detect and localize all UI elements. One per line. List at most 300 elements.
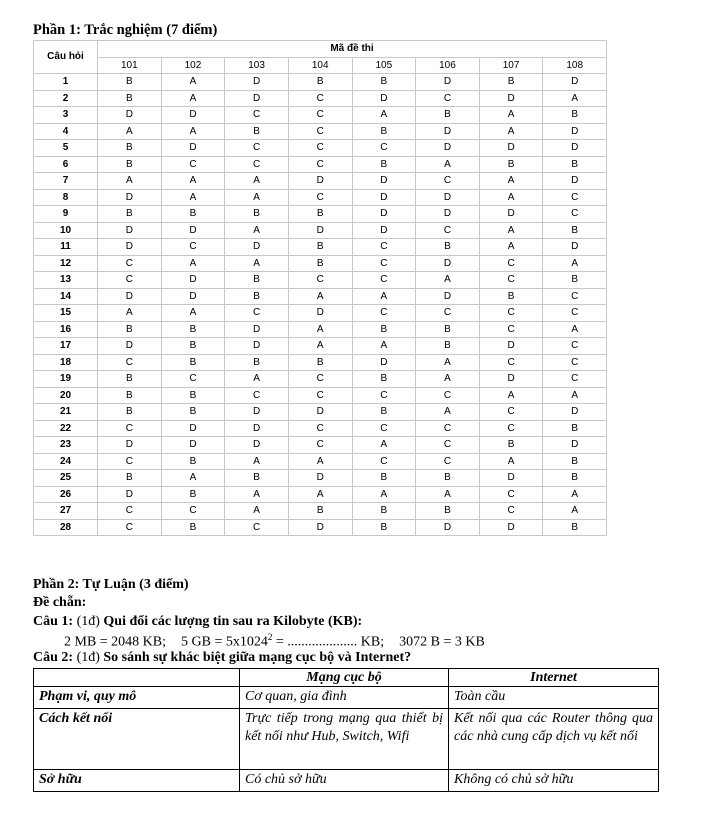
- answer-cell: C: [161, 156, 225, 173]
- answer-row: [34, 206, 607, 223]
- answer-cell: A: [352, 338, 416, 355]
- answer-cell: A: [225, 222, 289, 239]
- answer-cell: D: [98, 189, 162, 206]
- answer-cell: D: [98, 107, 162, 124]
- answer-cell: B: [479, 74, 543, 91]
- answer-cell: C: [416, 305, 480, 322]
- answer-cell: A: [352, 486, 416, 503]
- answer-row: [34, 288, 607, 305]
- answer-cell: C: [352, 305, 416, 322]
- answer-cell: B: [416, 470, 480, 487]
- answer-row: [34, 173, 607, 190]
- answer-cell: C: [161, 503, 225, 520]
- answer-row: [34, 453, 607, 470]
- answer-cell: A: [161, 470, 225, 487]
- answer-cell: C: [352, 387, 416, 404]
- answer-cell: D: [288, 519, 352, 536]
- answer-cell: D: [352, 354, 416, 371]
- answer-cell: D: [98, 239, 162, 256]
- answer-row: [34, 437, 607, 454]
- answer-cell: D: [479, 206, 543, 223]
- answer-cell: A: [479, 239, 543, 256]
- answer-cell: B: [352, 519, 416, 536]
- answer-cell: D: [416, 206, 480, 223]
- answer-cell: D: [416, 74, 480, 91]
- answer-cell: C: [352, 255, 416, 272]
- answer-cell: C: [416, 90, 480, 107]
- answer-cell: D: [543, 239, 607, 256]
- answer-cell: C: [479, 305, 543, 322]
- answer-cell: B: [543, 156, 607, 173]
- answer-cell: C: [288, 107, 352, 124]
- answer-cell: D: [225, 338, 289, 355]
- comparison-lan-cell: Cơ quan, gia đình: [240, 687, 449, 709]
- answer-cell: D: [479, 90, 543, 107]
- question-number: 3: [34, 107, 98, 124]
- question-number: 8: [34, 189, 98, 206]
- answer-cell: B: [161, 519, 225, 536]
- answer-key-body: [34, 74, 607, 536]
- answer-cell: D: [479, 140, 543, 157]
- answer-cell: C: [225, 387, 289, 404]
- answer-cell: B: [543, 470, 607, 487]
- answer-cell: C: [543, 288, 607, 305]
- answer-cell: A: [225, 503, 289, 520]
- answer-cell: D: [543, 437, 607, 454]
- question-2: [33, 650, 411, 666]
- answer-cell: A: [479, 222, 543, 239]
- answer-cell: A: [225, 173, 289, 190]
- answer-cell: D: [161, 272, 225, 289]
- answer-cell: C: [225, 156, 289, 173]
- exam-code-header: 105: [352, 57, 416, 74]
- exam-code-row: [34, 57, 607, 74]
- part1-title: Phần 1: Trắc nghiệm (7 điểm): [33, 22, 218, 38]
- answer-cell: D: [161, 140, 225, 157]
- comparison-internet-cell: Kết nối qua các Router thông qua các nhà cung cấp dịch vụ kết nối: [449, 709, 659, 770]
- answer-cell: D: [543, 173, 607, 190]
- answer-cell: B: [352, 321, 416, 338]
- answer-cell: A: [416, 272, 480, 289]
- question-number: 5: [34, 140, 98, 157]
- answer-cell: C: [479, 321, 543, 338]
- conversion-b-exponent: 2: [267, 632, 273, 642]
- answer-row: [34, 321, 607, 338]
- question-number: 16: [34, 321, 98, 338]
- answer-cell: D: [161, 222, 225, 239]
- comparison-row-label: Phạm vi, quy mô: [34, 687, 240, 709]
- answer-row: [34, 123, 607, 140]
- answer-cell: C: [98, 519, 162, 536]
- answer-cell: A: [416, 354, 480, 371]
- question-number: 15: [34, 305, 98, 322]
- answer-row: [34, 519, 607, 536]
- answer-cell: C: [416, 453, 480, 470]
- answer-cell: C: [225, 107, 289, 124]
- answer-cell: D: [98, 338, 162, 355]
- answer-cell: D: [225, 321, 289, 338]
- answer-cell: C: [352, 239, 416, 256]
- answer-cell: B: [352, 404, 416, 421]
- answer-cell: A: [543, 486, 607, 503]
- answer-row: [34, 305, 607, 322]
- answer-cell: D: [288, 173, 352, 190]
- answer-cell: D: [98, 486, 162, 503]
- question-2-points: (1đ): [73, 650, 104, 665]
- answer-row: [34, 222, 607, 239]
- answer-cell: C: [98, 272, 162, 289]
- answer-cell: B: [416, 321, 480, 338]
- answer-cell: C: [98, 420, 162, 437]
- answer-cell: D: [416, 519, 480, 536]
- answer-cell: B: [543, 222, 607, 239]
- answer-cell: D: [479, 338, 543, 355]
- comparison-row-label: Sở hữu: [34, 770, 240, 792]
- answer-cell: A: [479, 123, 543, 140]
- answer-cell: A: [98, 305, 162, 322]
- answer-cell: C: [479, 404, 543, 421]
- answer-cell: C: [416, 222, 480, 239]
- exam-code-header: 107: [479, 57, 543, 74]
- question-number: 20: [34, 387, 98, 404]
- conversion-c: 3072 B = 3 KB: [399, 634, 485, 650]
- answer-cell: C: [352, 453, 416, 470]
- answer-cell: D: [352, 222, 416, 239]
- answer-cell: D: [225, 239, 289, 256]
- answer-cell: A: [416, 486, 480, 503]
- answer-cell: C: [416, 437, 480, 454]
- answer-cell: B: [416, 338, 480, 355]
- answer-cell: B: [161, 354, 225, 371]
- question-number: 2: [34, 90, 98, 107]
- answer-cell: C: [479, 272, 543, 289]
- answer-cell: C: [416, 420, 480, 437]
- answer-cell: B: [479, 156, 543, 173]
- answer-cell: D: [479, 470, 543, 487]
- answer-cell: A: [288, 321, 352, 338]
- answer-cell: B: [161, 486, 225, 503]
- answer-cell: C: [543, 354, 607, 371]
- answer-cell: A: [416, 156, 480, 173]
- answer-cell: C: [352, 140, 416, 157]
- answer-cell: C: [543, 371, 607, 388]
- answer-row: [34, 470, 607, 487]
- question-number: 18: [34, 354, 98, 371]
- answer-cell: A: [161, 123, 225, 140]
- answer-cell: B: [161, 453, 225, 470]
- answer-row: [34, 272, 607, 289]
- answer-cell: C: [98, 255, 162, 272]
- question-number: 11: [34, 239, 98, 256]
- answer-cell: B: [288, 239, 352, 256]
- answer-cell: A: [543, 503, 607, 520]
- question-1-points: (1đ): [73, 614, 104, 629]
- answer-row: [34, 503, 607, 520]
- answer-cell: B: [225, 354, 289, 371]
- question-1-conversions: [64, 632, 485, 651]
- answer-cell: B: [225, 272, 289, 289]
- answer-cell: C: [288, 140, 352, 157]
- answer-cell: B: [98, 321, 162, 338]
- exam-code-header: 106: [416, 57, 480, 74]
- answer-row: [34, 74, 607, 91]
- conversion-b-blank: = .................... KB;: [272, 634, 385, 650]
- answer-row: [34, 404, 607, 421]
- answer-cell: B: [161, 404, 225, 421]
- answer-cell: B: [352, 156, 416, 173]
- answer-cell: C: [479, 255, 543, 272]
- answer-cell: B: [98, 206, 162, 223]
- comparison-header-internet: Internet: [449, 669, 659, 687]
- answer-cell: B: [225, 288, 289, 305]
- answer-cell: B: [98, 404, 162, 421]
- answer-cell: B: [543, 420, 607, 437]
- question-number: 22: [34, 420, 98, 437]
- answer-cell: B: [288, 255, 352, 272]
- exam-code-header: 104: [288, 57, 352, 74]
- answer-cell: B: [98, 470, 162, 487]
- question-2-text: So sánh sự khác biệt giữa mạng cục bộ và Internet?: [103, 650, 412, 665]
- answer-cell: C: [225, 305, 289, 322]
- question-column-header: Câu hỏi: [34, 41, 98, 74]
- answer-cell: D: [161, 437, 225, 454]
- answer-cell: B: [288, 354, 352, 371]
- answer-cell: B: [543, 107, 607, 124]
- comparison-row-label: Cách kết nối: [34, 709, 240, 770]
- answer-cell: D: [161, 107, 225, 124]
- answer-cell: A: [225, 189, 289, 206]
- answer-cell: A: [288, 453, 352, 470]
- answer-cell: B: [479, 437, 543, 454]
- answer-cell: B: [479, 288, 543, 305]
- answer-cell: C: [543, 206, 607, 223]
- answer-cell: C: [288, 90, 352, 107]
- comparison-header-lan: Mạng cục bộ: [240, 669, 449, 687]
- answer-cell: C: [543, 305, 607, 322]
- answer-cell: B: [416, 503, 480, 520]
- question-number: 12: [34, 255, 98, 272]
- answer-cell: B: [352, 503, 416, 520]
- answer-cell: C: [98, 503, 162, 520]
- question-2-label: Câu 2:: [33, 650, 74, 665]
- question-number: 9: [34, 206, 98, 223]
- answer-cell: B: [98, 156, 162, 173]
- question-number: 17: [34, 338, 98, 355]
- answer-cell: A: [352, 437, 416, 454]
- answer-cell: D: [416, 140, 480, 157]
- part2-title: Phần 2: Tự Luận (3 điểm): [33, 577, 189, 592]
- answer-cell: A: [161, 255, 225, 272]
- question-number: 1: [34, 74, 98, 91]
- answer-cell: B: [225, 206, 289, 223]
- answer-cell: B: [543, 453, 607, 470]
- comparison-lan-cell: Trực tiếp trong mạng qua thiết bị kết nối như Hub, Switch, Wifi: [240, 709, 449, 770]
- question-number: 24: [34, 453, 98, 470]
- answer-cell: D: [352, 173, 416, 190]
- answer-cell: C: [288, 156, 352, 173]
- answer-row: [34, 156, 607, 173]
- question-number: 14: [34, 288, 98, 305]
- answer-cell: D: [479, 519, 543, 536]
- answer-cell: B: [288, 206, 352, 223]
- answer-cell: A: [161, 173, 225, 190]
- conversion-a: 2 MB = 2048 KB;: [64, 634, 167, 650]
- answer-cell: D: [543, 404, 607, 421]
- question-number: 28: [34, 519, 98, 536]
- answer-cell: A: [479, 107, 543, 124]
- answer-cell: D: [98, 222, 162, 239]
- answer-cell: A: [479, 189, 543, 206]
- answer-cell: C: [288, 371, 352, 388]
- answer-cell: D: [352, 189, 416, 206]
- answer-cell: D: [288, 404, 352, 421]
- question-number: 4: [34, 123, 98, 140]
- comparison-internet-cell: Không có chủ sở hữu: [449, 770, 659, 792]
- answer-cell: A: [479, 387, 543, 404]
- question-number: 13: [34, 272, 98, 289]
- question-number: 19: [34, 371, 98, 388]
- answer-row: [34, 107, 607, 124]
- answer-cell: A: [161, 90, 225, 107]
- comparison-row: [34, 770, 659, 792]
- answer-cell: A: [479, 173, 543, 190]
- answer-cell: C: [288, 420, 352, 437]
- answer-cell: A: [161, 305, 225, 322]
- answer-cell: A: [479, 453, 543, 470]
- answer-cell: D: [288, 222, 352, 239]
- answer-cell: B: [352, 74, 416, 91]
- comparison-table: [33, 668, 659, 792]
- answer-cell: B: [543, 272, 607, 289]
- answer-cell: B: [161, 338, 225, 355]
- answer-cell: D: [416, 288, 480, 305]
- answer-cell: D: [98, 288, 162, 305]
- answer-cell: C: [543, 338, 607, 355]
- answer-row: [34, 420, 607, 437]
- answer-cell: C: [479, 486, 543, 503]
- exam-code-header: 108: [543, 57, 607, 74]
- question-number: 26: [34, 486, 98, 503]
- answer-row: [34, 140, 607, 157]
- answer-cell: D: [479, 371, 543, 388]
- answer-row: [34, 354, 607, 371]
- answer-cell: D: [225, 437, 289, 454]
- answer-cell: B: [161, 206, 225, 223]
- answer-row: [34, 189, 607, 206]
- answer-cell: B: [98, 74, 162, 91]
- answer-cell: C: [288, 437, 352, 454]
- answer-cell: B: [98, 387, 162, 404]
- comparison-row: [34, 709, 659, 770]
- answer-cell: A: [225, 371, 289, 388]
- answer-cell: C: [288, 387, 352, 404]
- answer-cell: C: [98, 453, 162, 470]
- exam-code-header: 103: [225, 57, 289, 74]
- part2-subtitle: Đề chẵn:: [33, 595, 87, 610]
- answer-cell: A: [288, 338, 352, 355]
- answer-row: [34, 387, 607, 404]
- comparison-header-blank: [34, 669, 240, 687]
- answer-cell: C: [161, 239, 225, 256]
- answer-cell: B: [543, 519, 607, 536]
- question-1-label: Câu 1:: [33, 614, 74, 629]
- question-number: 6: [34, 156, 98, 173]
- answer-cell: C: [288, 272, 352, 289]
- answer-cell: D: [288, 470, 352, 487]
- answer-cell: B: [161, 321, 225, 338]
- answer-cell: C: [352, 420, 416, 437]
- answer-cell: B: [288, 74, 352, 91]
- answer-cell: D: [543, 123, 607, 140]
- answer-row: [34, 90, 607, 107]
- answer-key-table: [33, 40, 607, 536]
- answer-cell: D: [352, 206, 416, 223]
- comparison-lan-cell: Có chủ sở hữu: [240, 770, 449, 792]
- answer-cell: B: [98, 140, 162, 157]
- answer-cell: B: [416, 239, 480, 256]
- question-number: 27: [34, 503, 98, 520]
- answer-cell: B: [352, 371, 416, 388]
- answer-cell: C: [352, 272, 416, 289]
- answer-cell: C: [416, 387, 480, 404]
- answer-cell: C: [288, 189, 352, 206]
- question-number: 23: [34, 437, 98, 454]
- answer-cell: D: [543, 74, 607, 91]
- answer-cell: D: [416, 189, 480, 206]
- answer-cell: C: [543, 189, 607, 206]
- answer-cell: C: [479, 503, 543, 520]
- answer-cell: C: [479, 420, 543, 437]
- answer-cell: B: [98, 371, 162, 388]
- conversion-b: 5 GB = 5x1024: [181, 634, 268, 650]
- answer-cell: A: [98, 123, 162, 140]
- answer-cell: A: [161, 189, 225, 206]
- answer-cell: D: [98, 437, 162, 454]
- answer-cell: B: [225, 470, 289, 487]
- answer-cell: D: [288, 305, 352, 322]
- comparison-internet-cell: Toàn cầu: [449, 687, 659, 709]
- answer-cell: A: [225, 453, 289, 470]
- answer-row: [34, 486, 607, 503]
- answer-cell: A: [225, 486, 289, 503]
- answer-cell: A: [288, 486, 352, 503]
- answer-cell: D: [225, 404, 289, 421]
- answer-cell: D: [161, 288, 225, 305]
- answer-cell: D: [225, 90, 289, 107]
- answer-cell: D: [416, 255, 480, 272]
- answer-cell: C: [161, 371, 225, 388]
- answer-cell: D: [416, 123, 480, 140]
- answer-cell: B: [352, 470, 416, 487]
- question-number: 7: [34, 173, 98, 190]
- question-1-text: Qui đổi các lượng tin sau ra Kilobyte (KB):: [103, 614, 363, 629]
- answer-cell: A: [352, 107, 416, 124]
- answer-cell: C: [479, 354, 543, 371]
- answer-cell: D: [161, 420, 225, 437]
- answer-cell: B: [416, 107, 480, 124]
- exam-code-group-header: Mã đề thi: [98, 41, 607, 58]
- answer-row: [34, 255, 607, 272]
- answer-cell: D: [543, 140, 607, 157]
- answer-cell: A: [98, 173, 162, 190]
- answer-cell: A: [352, 288, 416, 305]
- answer-cell: C: [288, 123, 352, 140]
- answer-cell: A: [416, 404, 480, 421]
- answer-cell: B: [98, 90, 162, 107]
- answer-cell: C: [225, 519, 289, 536]
- question-number: 21: [34, 404, 98, 421]
- answer-cell: B: [225, 123, 289, 140]
